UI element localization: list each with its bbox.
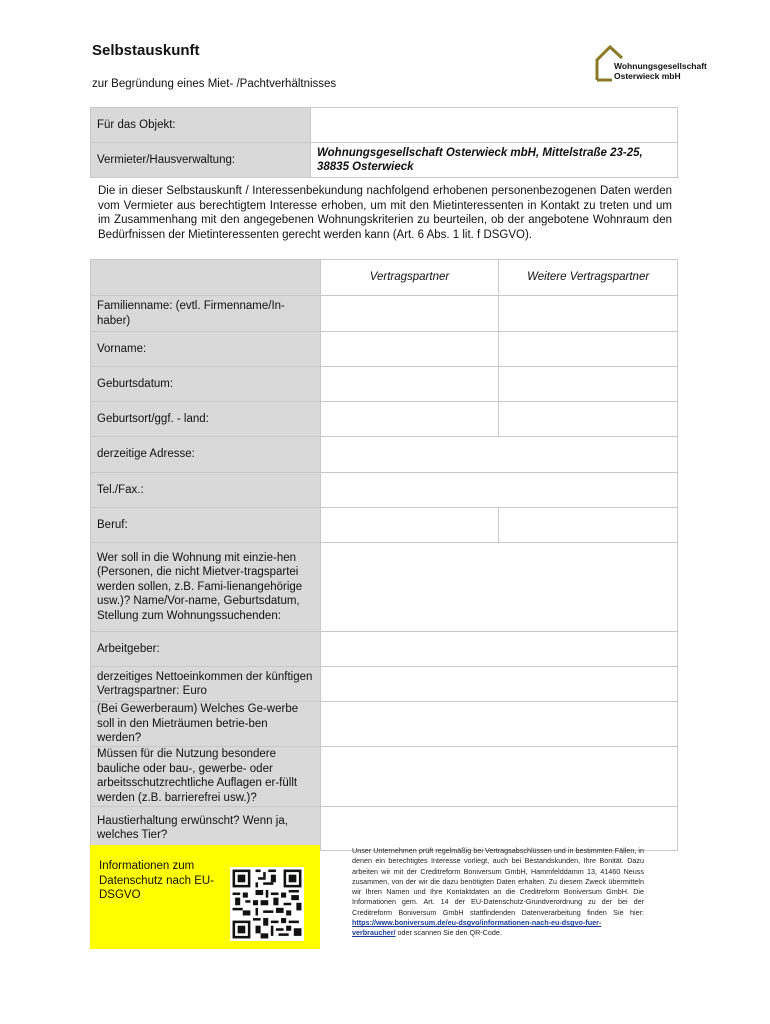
input-familienname-1[interactable]	[320, 296, 499, 332]
input-einkommen[interactable]	[320, 667, 677, 702]
label-beruf: Beruf:	[91, 508, 321, 543]
input-geburtsort-1[interactable]	[320, 402, 499, 437]
privacy-info-box	[90, 845, 320, 949]
privacy-text: Unser Unternehmen prüft regelmäßig bei Vertragsabschlüssen und in bestimmten Fällen, in denen ein berechtigtes Interesse vorliegt, auch bei Bestandskunden, Ihre Bonität. Dazu arbeiten wir mit der Creditreform Boniversum GmbH, Hammfelddamm 13, 41460 Neuss zusammen, von der wir die dazu benötigten Daten erhalten. Zu diesem Zweck übermitteln wir Ihren Namen und Ihre Kontaktdaten an die Creditreform Boniversum GmbH. Die Informationen gem. Art. 14 der EU-Datenschutz-Grundverordnung zu der bei der Creditreform Boniversum GmbH stattfindenden Datenverarbeitung finden Sie hier:	[352, 846, 644, 917]
header-empty-cell	[91, 260, 321, 296]
input-vorname-1[interactable]	[320, 332, 499, 367]
object-label: Für das Objekt:	[91, 108, 311, 143]
privacy-box-label: Informationen zum Datenschutz nach EU-DSGVO	[99, 860, 215, 901]
label-tel: Tel./Fax.:	[91, 473, 321, 508]
qr-code-icon[interactable]	[230, 867, 304, 941]
label-adresse: derzeitige Adresse:	[91, 437, 321, 473]
input-geburtsort-2[interactable]	[499, 402, 678, 437]
input-geburtsdatum-2[interactable]	[499, 367, 678, 402]
input-gewerbe[interactable]	[320, 702, 677, 747]
input-arbeitgeber[interactable]	[320, 632, 677, 667]
input-beruf-2[interactable]	[499, 508, 678, 543]
input-tier[interactable]	[320, 806, 677, 850]
privacy-link[interactable]: https://www.boniversum.de/eu-dsgvo/informationen-nach-eu-dsgvo-fuer-verbraucher/	[352, 918, 602, 938]
input-adresse[interactable]	[320, 437, 677, 473]
landlord-value: Wohnungsgesellschaft Osterwieck mbH, Mittelstraße 23-25, 38835 Osterwieck	[311, 143, 678, 178]
input-vorname-2[interactable]	[499, 332, 678, 367]
input-beruf-1[interactable]	[320, 508, 499, 543]
label-geburtsort: Geburtsort/ggf. - land:	[91, 402, 321, 437]
input-geburtsdatum-1[interactable]	[320, 367, 499, 402]
input-familienname-2[interactable]	[499, 296, 678, 332]
company-logo	[594, 44, 734, 82]
applicant-table	[90, 259, 678, 851]
label-familienname: Familienname: (evtl. Firmenname/In-haber)	[91, 296, 321, 332]
col-header-weitere: Weitere Vertragspartner	[499, 260, 678, 296]
label-tier: Haustierhaltung erwünscht? Wenn ja, welches Tier?	[91, 806, 321, 850]
label-personen: Wer soll in die Wohnung mit einzie-hen (Personen, die nicht Mietver-tragspartei werden sollen, z.B. Fami-lienangehörige usw.)? Name/Vor-name, Geburtsdatum, Stellung zum Wohnungssuchenden:	[91, 543, 321, 632]
label-vorname: Vorname:	[91, 332, 321, 367]
privacy-notice	[352, 846, 644, 939]
page-subtitle: zur Begründung eines Miet- /Pachtverhältnisses	[92, 78, 337, 90]
logo-text	[614, 61, 707, 81]
label-gewerbe: (Bei Gewerberaum) Welches Ge-werbe soll in den Mieträumen betrie-ben werden?	[91, 702, 321, 747]
label-einkommen: derzeitiges Nettoeinkommen der künftigen Vertragspartner: Euro	[91, 667, 321, 702]
object-table	[90, 107, 678, 178]
input-personen[interactable]	[320, 543, 677, 632]
label-auflagen: Müssen für die Nutzung besondere bauliche oder bau-, gewerbe- oder arbeitsschutzrechtliche Auflagen er-füllt werden (z.B. barrierefrei usw.)?	[91, 746, 321, 806]
input-tel[interactable]	[320, 473, 677, 508]
input-auflagen[interactable]	[320, 746, 677, 806]
col-header-vertragspartner: Vertragspartner	[320, 260, 499, 296]
page-title: Selbstauskunft	[92, 42, 200, 59]
logo-line1: Wohnungsgesellschaft	[614, 61, 707, 71]
object-field[interactable]	[311, 108, 678, 143]
logo-line2: Osterwieck mbH	[614, 71, 681, 81]
data-processing-notice: Die in dieser Selbstauskunft / Interessenbekundung nachfolgend erhobenen personenbezogenen Daten werden vom Vermieter aus berechtigtem Interesse erhoben, um mit den Mietinteressenten in Kontakt zu treten und um im Zusammenhang mit den angegebenen Wohnungskriterien zu beurteilen, ob der angebotene Wohnraum den Bedürfnissen der Mietinteressenten gerecht werden kann (Art. 6 Abs. 1 lit. f DSGVO).	[98, 185, 672, 241]
landlord-label: Vermieter/Hausverwaltung:	[91, 143, 311, 178]
privacy-text-end: oder scannen Sie den QR-Code.	[397, 928, 502, 938]
label-geburtsdatum: Geburtsdatum:	[91, 367, 321, 402]
label-arbeitgeber: Arbeitgeber:	[91, 632, 321, 667]
